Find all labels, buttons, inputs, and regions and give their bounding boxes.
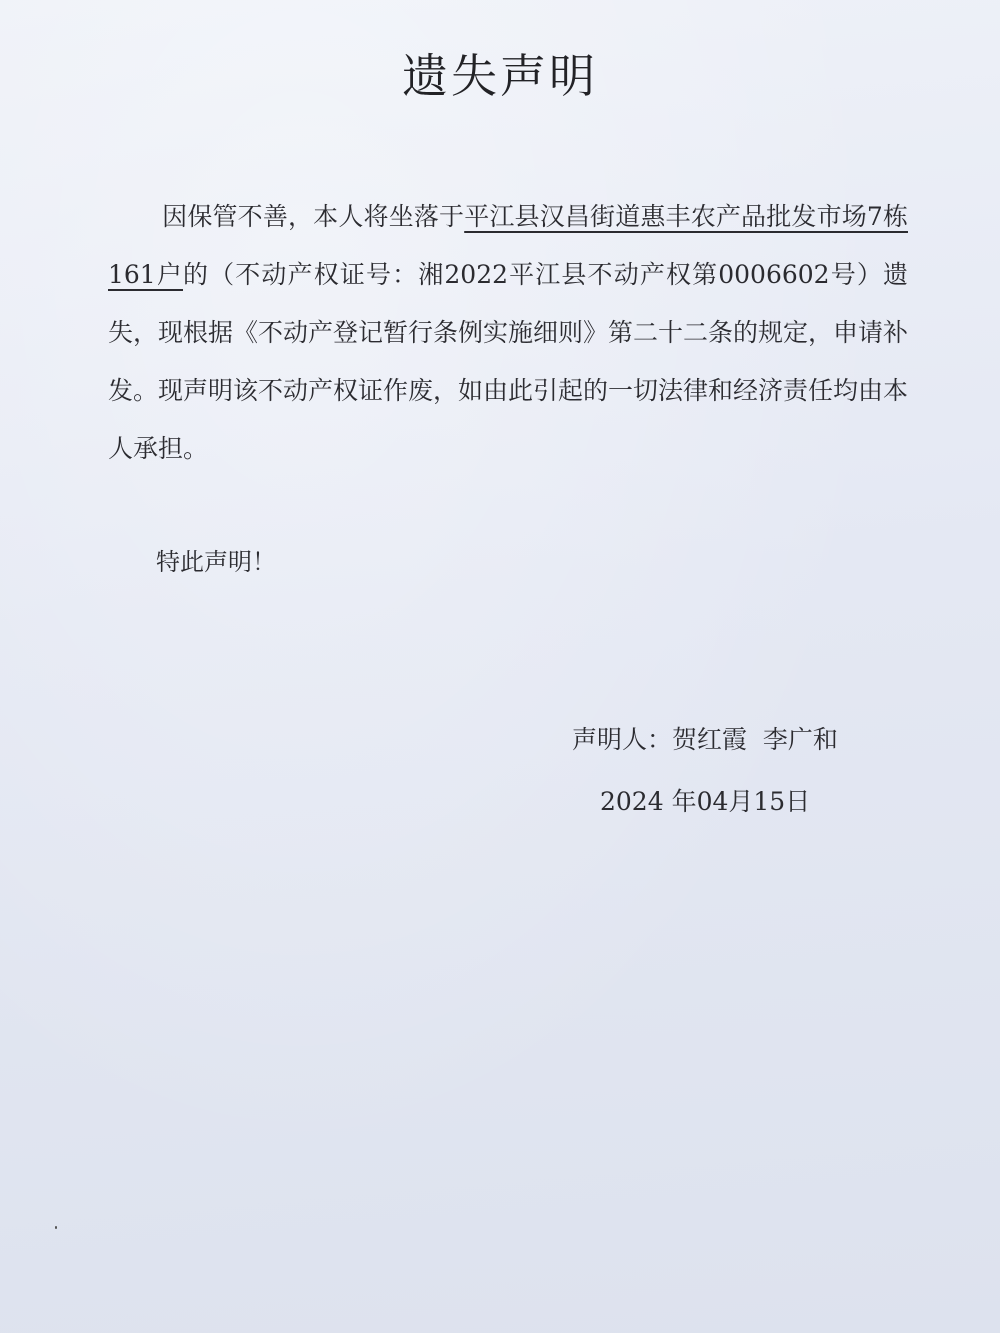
declaration-date: 2024 年04月15日 [600,787,811,816]
property-address: 平江县汉昌街道惠丰农产品批发市场7栋161户 [108,202,908,289]
body-intro: 因保管不善，本人将坐落于 [162,202,465,231]
declarant-signature-line: 声明人：贺红霞 李广和 [572,725,838,754]
body-details: 的（不动产权证号：湘2022平江县不动产权第0006602号）遗失，现根据《不动产登记暂行条例实施细则》第二十二条的规定，申请补发。现声明该不动产权证作废，如由此引起的一切法律和经济责任均由本人承担。 [108,260,909,463]
declaration-body [108,188,908,478]
paper-speck [55,1226,57,1229]
closing-statement: 特此声明！ [156,548,276,576]
page-title: 遗失声明 [402,49,598,103]
